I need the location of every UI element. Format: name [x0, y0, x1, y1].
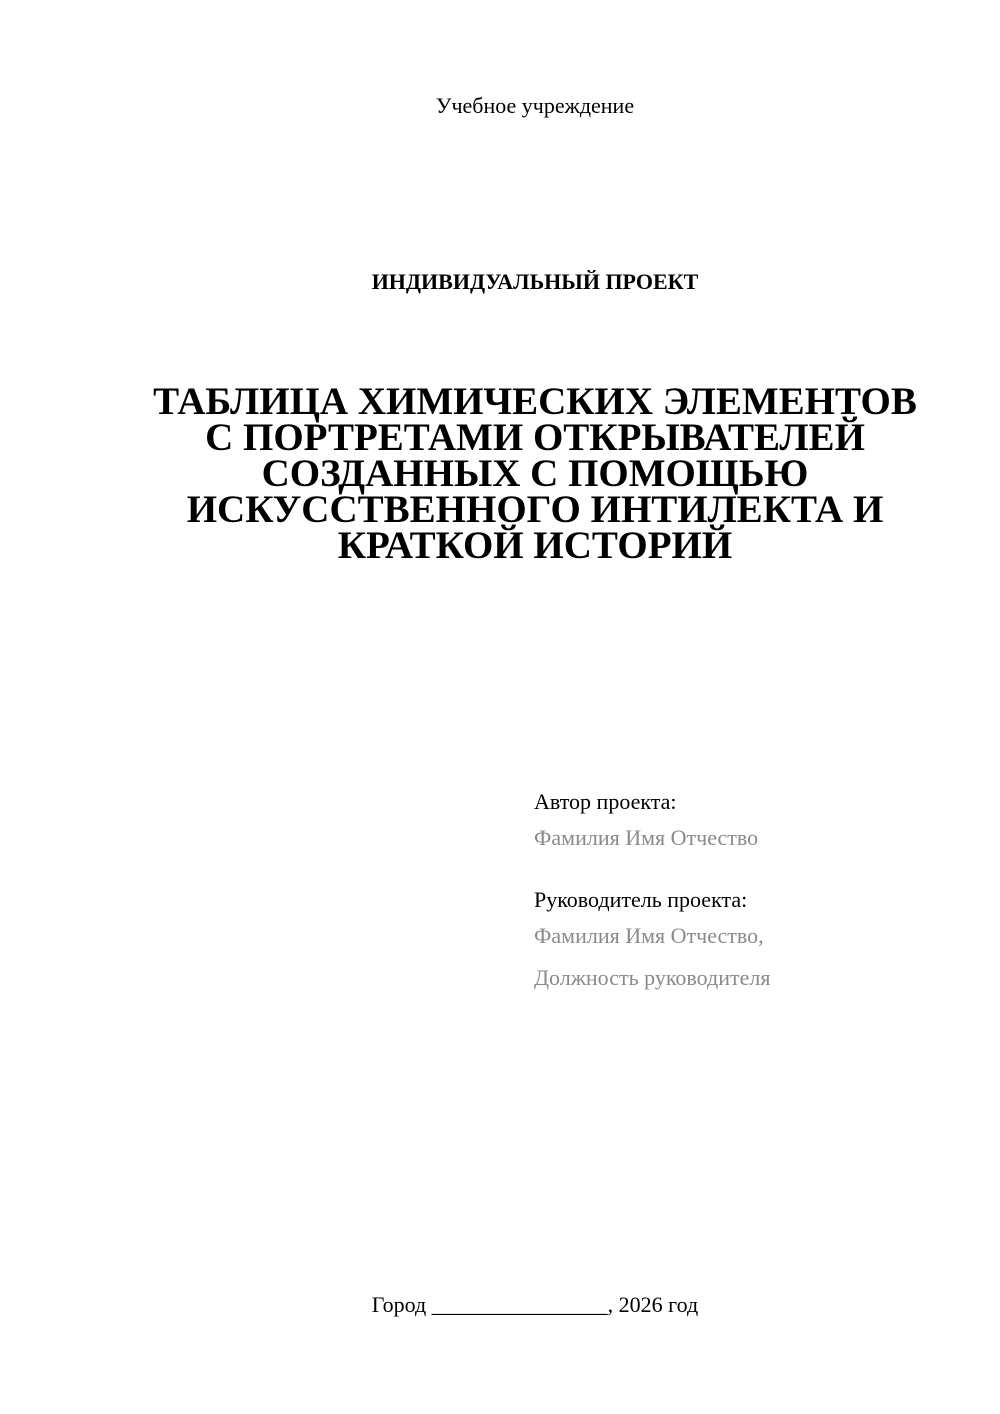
supervisor-label: Руководитель проекта: [534, 887, 748, 912]
project-title-line: С ПОРТРЕТАМИ ОТКРЫВАТЕЛЕЙ [205, 416, 865, 459]
credits-block [534, 788, 974, 992]
project-title-line: СОЗДАННЫХ С ПОМОЩЬЮ [261, 452, 809, 495]
city-year-footer: Город ________________, 2026 год [371, 1292, 699, 1317]
author-name: Фамилия Имя Отчество [534, 825, 759, 850]
supervisor-name: Фамилия Имя Отчество, [534, 923, 764, 948]
project-title-line: КРАТКОЙ ИСТОРИЙ [337, 524, 733, 567]
project-title-line: ИСКУССТВЕННОГО ИНТИЛЕКТА И [186, 488, 884, 531]
author-block [534, 788, 974, 852]
supervisor-position: Должность руководителя [534, 965, 771, 990]
project-type-heading: ИНДИВИДУАЛЬНЫЙ ПРОЕКТ [371, 269, 699, 294]
project-title-line: ТАБЛИЦА ХИМИЧЕСКИХ ЭЛЕМЕНТОВ [153, 380, 917, 423]
project-title [110, 380, 960, 567]
institution-name: Учебное учреждение [435, 93, 635, 118]
supervisor-block [534, 886, 974, 992]
author-label: Автор проекта: [534, 789, 677, 814]
